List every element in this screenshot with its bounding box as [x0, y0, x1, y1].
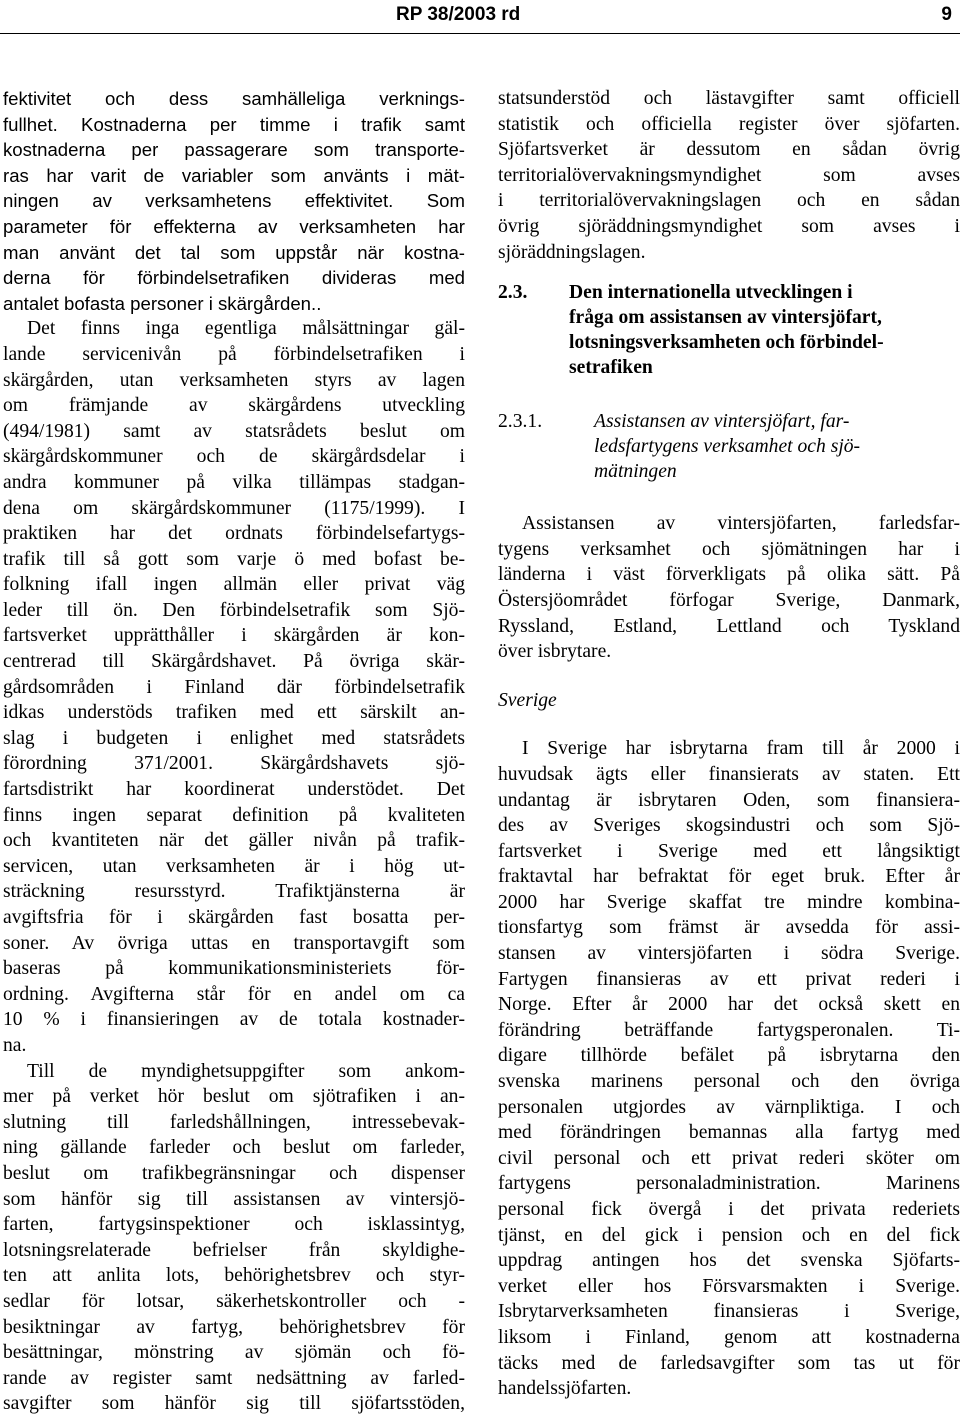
document-title: RP 38/2003 rd: [396, 4, 521, 25]
text-line: lande servicenivån på förbindelsetrafiken i: [3, 343, 465, 365]
text-line: fraktavtal har befraktat för eget bruk. Efter år: [498, 866, 960, 888]
paragraph-statistics: [498, 86, 960, 265]
text-line: Norge. Efter år 2000 har det också skett en: [498, 994, 960, 1016]
text-line: mer på verket hör beslut om sjötrafiken i an-: [3, 1086, 465, 1108]
text-line: centrerad till Skärgårdshavet. På övriga skär-: [3, 651, 465, 673]
text-line: förändring beträffande fartygsperonalen. Ti-: [498, 1019, 960, 1041]
text-line: antalet bofasta personer i skärgården..: [3, 292, 322, 314]
left-column: [3, 86, 465, 1417]
text-line: soner. Av övriga uttas en transportavgift som: [3, 932, 465, 954]
text-line: 2000 har Sverige skaffat tre mindre kombina-: [498, 891, 960, 913]
text-line: kostnaderna per passagerare som transporte-: [3, 139, 465, 161]
text-line: uppdrag antingen hos det svenska Sjöfarts-: [498, 1250, 960, 1272]
text-line: handelssjöfarten.: [498, 1378, 632, 1400]
text-line: avgiftsfria för i skärgården fast bosatta per-: [3, 907, 465, 928]
text-line: Ryssland, Estland, Lettland och Tyskland: [498, 615, 960, 637]
text-line: farten, fartygsinspektioner och isklassintyg,: [3, 1214, 465, 1236]
text-line: servicen, utan verksamheten är i hög ut-: [3, 855, 465, 877]
text-line: besättningar, mönstring av sjömän och fö-: [3, 1342, 465, 1364]
text-line: undantag är isbrytaren Oden, som finansiera-: [498, 789, 960, 811]
text-line: Assistansen av vintersjöfarten, farledsfar-: [522, 513, 960, 535]
text-line: slutning till farledshållningen, intressebevak-: [3, 1111, 465, 1133]
text-line: fartsverket upprätthåller i skärgården är kon-: [3, 625, 465, 647]
text-line: ras har varit de variabler som använts i mät-: [3, 164, 465, 186]
text-line: leder till ön. Den förbindelsetrafik som Sjö-: [3, 599, 465, 621]
text-line: och kvantiteten när det gäller nivån på trafik-: [3, 830, 465, 852]
text-line: ningen av verksamhetens effektivitet. Som: [3, 190, 465, 212]
section-number: 2.3.: [498, 282, 528, 304]
right-column: [498, 86, 960, 1402]
text-line: Sjöfartsverket är dessutom en sådan övrig: [498, 139, 960, 161]
heading-line: setrafiken: [569, 357, 653, 379]
page-number: 9: [941, 4, 952, 25]
text-line: folkning ifall ingen allmän eller privat väg: [3, 574, 465, 596]
text-line: övrig sjöräddningsmyndighet som avses i: [498, 215, 960, 237]
text-line: besiktningar av fartyg, behörighetsbrev för: [3, 1316, 465, 1338]
text-line: länderna i väst förverkligats på olika sätt. På: [498, 564, 960, 586]
text-line: trafik till så gott som varje ö med bofast be-: [3, 548, 465, 570]
text-line: parameter för effekterna av verksamheten har: [3, 215, 465, 237]
text-line: skärgården, utan verksamheten styrs av lagen: [3, 369, 465, 391]
text-line: med förändringen bemannas alla fartyg med: [498, 1122, 960, 1144]
text-line: ning gällande farleder och beslut om farleder,: [3, 1137, 465, 1159]
heading-line: lotsningsverksamheten och förbindel-: [569, 332, 884, 354]
text-line: dena om skärgårdskommuner (1175/1999). I: [3, 497, 465, 519]
text-line: andra kommuner på vilka tillämpas stadgan-: [3, 471, 465, 493]
text-line: territorialövervakningsmyndighet som avses: [498, 164, 960, 186]
text-line: Isbrytarverksamheten finansieras i Sverige,: [498, 1301, 960, 1323]
text-line: ordning. Avgifterna står för en andel om ca: [3, 983, 465, 1005]
heading-line: mätningen: [594, 461, 677, 483]
text-line: förordning 371/2001. Skärgårdshavets sjö-: [3, 753, 465, 775]
heading-line: Den internationella utvecklingen i: [569, 282, 853, 304]
text-line: Fartygen finansieras av ett privat rederi i: [498, 968, 960, 990]
text-line: Östersjöområdet förfogar Sverige, Danmark,: [498, 589, 960, 611]
text-line: (494/1981) samt av statsrådets beslut om: [3, 420, 465, 442]
section-title: [594, 409, 960, 484]
text-line: tygens verksamhet och sjömätningen har i: [498, 538, 960, 560]
text-line: beslut om trafikbegränsningar och dispenser: [3, 1162, 465, 1184]
heading-line: Assistansen av vintersjöfart, far-: [594, 411, 850, 433]
text-line: Till de myndighetsuppgifter som ankom-: [27, 1060, 465, 1082]
heading-line: ledsfartygens verksamhet och sjö-: [594, 436, 861, 458]
text-line: ten att anlita lots, behörighetsbrev och styr-: [3, 1265, 465, 1287]
text-line: baseras på kommunikationsministeriets för-: [3, 958, 465, 980]
text-line: personal fick övergå i det privata rederiets: [498, 1199, 960, 1220]
text-line: täcks med de farledsavgifter som tas ut för: [498, 1352, 960, 1374]
text-line: finns ingen separat definition på kvaliteten: [3, 804, 465, 826]
text-line: statistik och officiella register över sjöfarten.: [498, 113, 960, 135]
heading-line: fråga om assistansen av vintersjöfart,: [569, 307, 882, 329]
text-line: skärgårdskommuner och de skärgårdsdelar i: [3, 446, 465, 468]
text-line: tionsfartyg som främst är avsedda för assi-: [498, 917, 960, 939]
text-line: derna för förbindelsetrafiken divideras med: [3, 267, 465, 289]
text-line: tjänst, en del gick i pension och en del fick: [498, 1224, 960, 1246]
text-line: liksom i Finland, genom att kostnaderna: [498, 1326, 960, 1348]
text-line: lotsningsrelaterade befrielser från skyldighe-: [3, 1239, 465, 1261]
text-line: praktiken har det ordnats förbindelsefartygs-: [3, 523, 465, 545]
text-line: fartsverket i Sverige med ett långsiktigt: [498, 840, 960, 862]
page-header: [0, 0, 960, 30]
text-line: huvudsak ägts eller finansierats av staten. Ett: [498, 763, 960, 785]
text-line: som hänför sig till assistansen av vintersjö-: [3, 1188, 465, 1210]
text-line: i territorialövervakningslagen och en sådan: [498, 190, 960, 212]
text-line: slag i budgeten i enlighet med statsrådets: [3, 727, 465, 749]
text-line: svenska marinens personal och den övriga: [498, 1071, 960, 1093]
section-number: 2.3.1.: [498, 411, 543, 433]
text-line: man använt det tal som uppstår när kostna-: [3, 241, 465, 263]
paragraph-sweden: [498, 736, 960, 1401]
text-line: civil personal och ett privat rederi sköter om: [498, 1147, 960, 1169]
text-line: I Sverige har isbrytarna fram till år 2000 i: [522, 738, 960, 760]
text-line: sjöräddningslagen.: [498, 241, 646, 263]
text-line: na.: [3, 1034, 27, 1056]
paragraph-effectiveness: [3, 86, 465, 316]
text-line: personalen utgjordes av värnpliktiga. I och: [498, 1096, 960, 1118]
text-line: des av Sveriges skogsindustri och som Sjö-: [498, 815, 960, 837]
text-line: över isbrytare.: [498, 641, 612, 663]
text-line: 10 % i finansieringen av de totala kostnader-: [3, 1009, 465, 1031]
text-line: verket eller hos Försvarsmakten i Sverige.: [498, 1275, 960, 1297]
section-heading-2-3-1: [498, 409, 960, 484]
text-line: gårdsområden i Finland där förbindelsetrafik: [3, 676, 465, 698]
paragraph-international: [498, 511, 960, 665]
text-line: sträckning resursstyrd. Trafiktjänsterna är: [3, 881, 465, 903]
text-line: statsunderstöd och lästavgifter samt officiell: [498, 88, 960, 109]
text-line: idkas understöds trafiken med ett särskilt an-: [3, 702, 465, 724]
text-line: fullhet. Kostnaderna per timme i trafik samt: [3, 113, 465, 135]
text-line: fektivitet och dess samhälleliga verknings-: [3, 88, 465, 109]
text-line: rande av register samt nedsättning av farled-: [3, 1367, 465, 1389]
paragraph-service-level: [3, 316, 465, 1058]
header-rule: [0, 33, 960, 34]
text-line: digare tillhörde befälet på isbrytarna den: [498, 1045, 960, 1067]
text-line: savgifter som hänför sig till sjöfartsstöden,: [3, 1393, 465, 1415]
text-line: Det finns inga egentliga målsättningar gäl-: [27, 318, 465, 340]
country-heading-sverige: Sverige: [498, 689, 557, 711]
text-line: fartygens personaladministration. Marinens: [498, 1173, 960, 1195]
text-line: sedlar för lotsar, säkerhetskontroller och -: [3, 1290, 465, 1312]
section-title: [569, 280, 960, 380]
paragraph-authority-tasks: [3, 1059, 465, 1417]
text-line: fartsdistrikt har koordinerat understödet. Det: [3, 779, 465, 801]
text-line: om främjande av skärgårdens utveckling: [3, 395, 465, 417]
text-line: stansen av vintersjöfarten i södra Sverige.: [498, 943, 960, 965]
section-heading-2-3: [498, 280, 960, 380]
